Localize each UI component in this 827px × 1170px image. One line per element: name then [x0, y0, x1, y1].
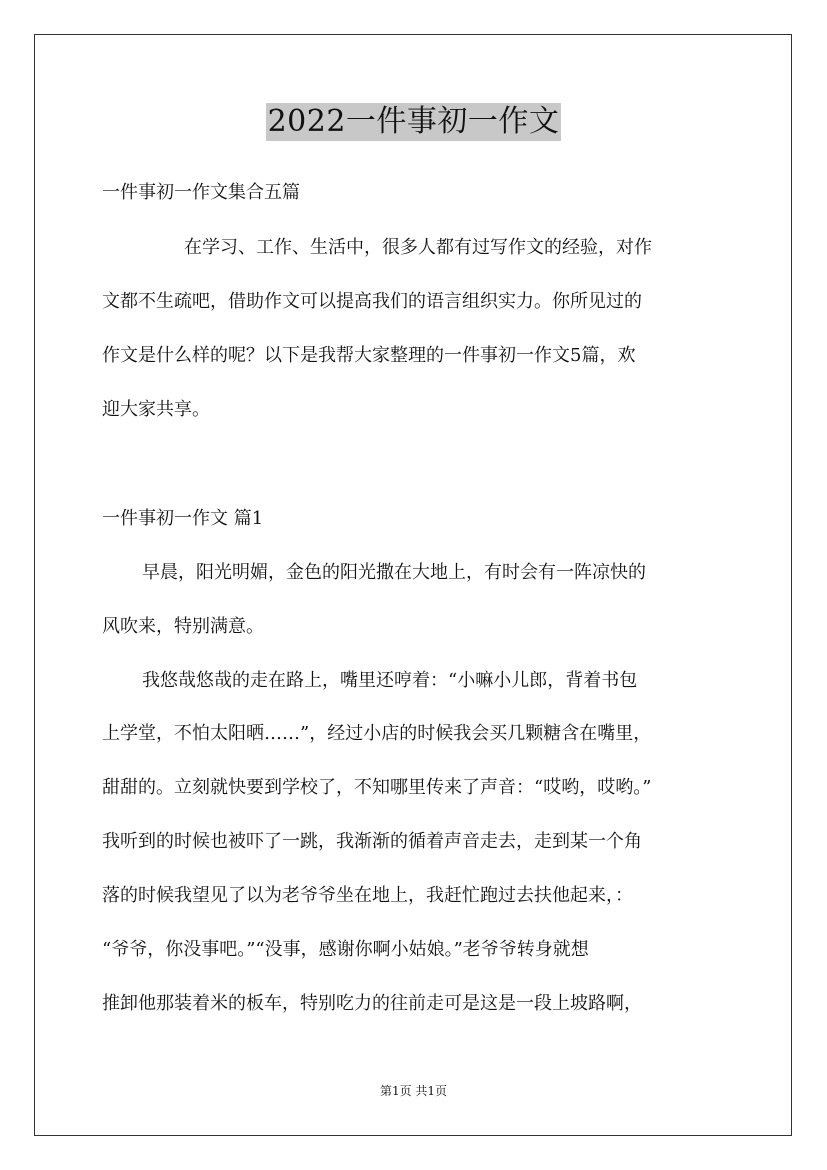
body-line: “爷爷，你没事吧。”“没事，感谢你啊小姑娘。”老爷爷转身就想 [102, 939, 589, 960]
body-line: 上学堂，不怕太阳晒……”，经过小店的时候我会买几颗糖含在嘴里， [102, 723, 652, 744]
body-line: 早晨，阳光明媚，金色的阳光撒在大地上，有时会有一阵凉快的 [142, 562, 646, 583]
intro-line: 作文是什么样的呢？以下是我帮大家整理的一件事初一作文5篇，欢 [102, 345, 636, 366]
body-line: 风吹来，特别满意。 [102, 616, 264, 637]
document-subtitle: 一件事初一作文集合五篇 [102, 182, 300, 203]
intro-line: 文都不生疏吧，借助作文可以提高我们的语言组织实力。你所见过的 [102, 291, 642, 312]
body-line: 推卸他那装着米的板车，特别吃力的往前走可是这是一段上坡路啊， [102, 993, 642, 1014]
intro-line: 迎大家共享。 [102, 399, 210, 420]
title-container [0, 103, 827, 141]
body-line: 我听到的时候也被吓了一跳，我渐渐的循着声音走去，走到某一个角 [102, 831, 642, 852]
body-line: 落的时候我望见了以为老爷爷坐在地上，我赶忙跑过去扶他起来，： [102, 885, 633, 906]
page-footer: 第1页 共1页 [379, 1084, 448, 1098]
document-title: 2022一件事初一作文 [267, 104, 560, 139]
section-heading: 一件事初一作文 篇1 [102, 508, 264, 529]
intro-line: 在学习、工作、生活中，很多人都有过写作文的经验，对作 [184, 237, 652, 258]
body-line: 我悠哉悠哉的走在路上，嘴里还哼着：“小嘛小儿郎，背着书包 [142, 670, 638, 691]
body-line: 甜甜的。立刻就快要到学校了，不知哪里传来了声音：“哎哟，哎哟。” [102, 777, 652, 798]
